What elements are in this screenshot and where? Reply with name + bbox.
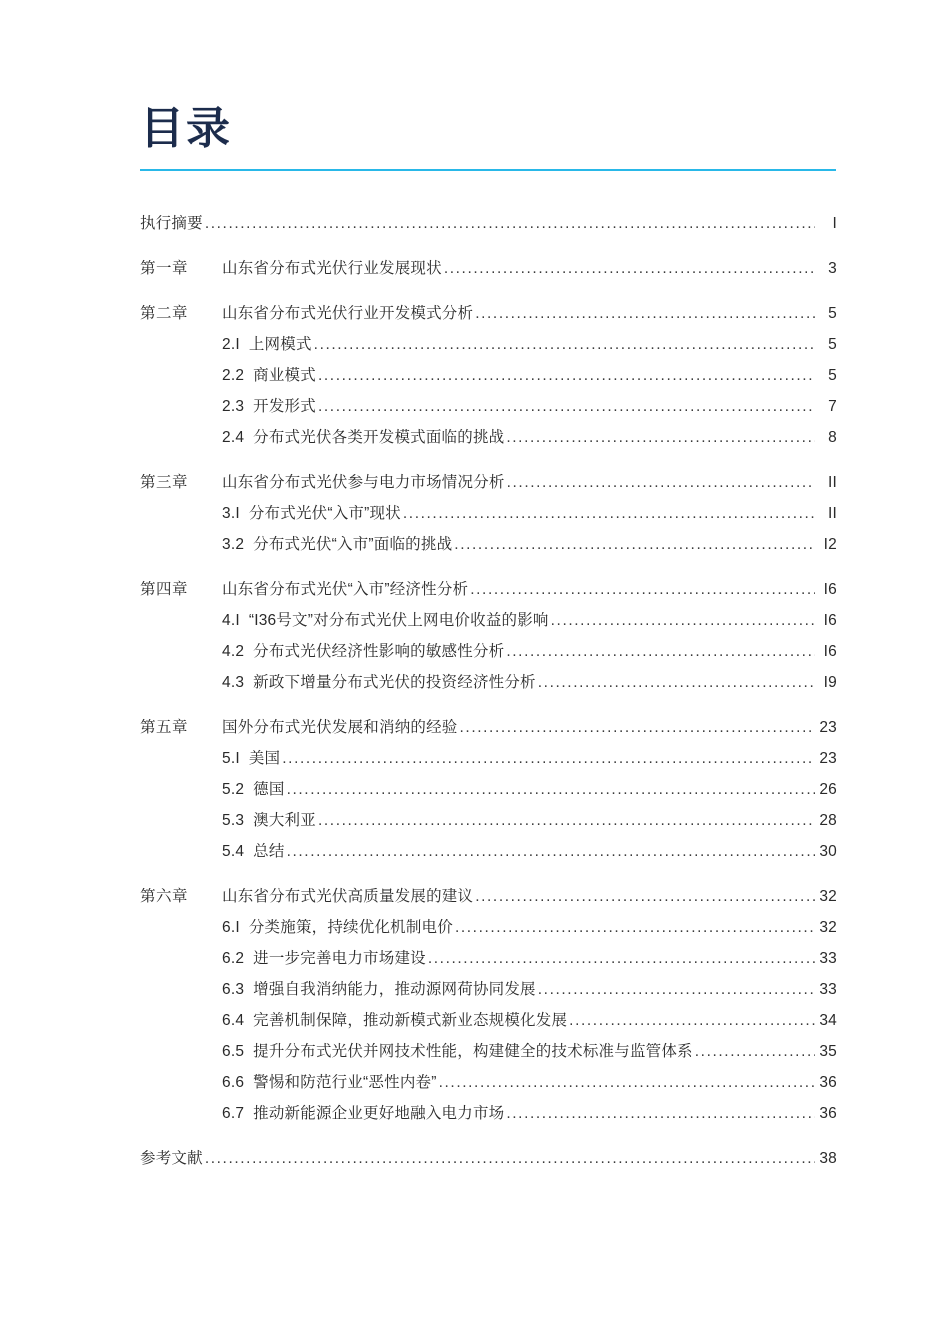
toc-entry-title: 山东省分布式光伏高质量发展的建议 — [222, 888, 474, 905]
dot-leader — [475, 306, 815, 322]
toc-entry-title: 进一步完善电力市场建设 — [253, 950, 426, 967]
dot-leader — [205, 216, 815, 232]
chapter-label: 第六章 — [140, 888, 189, 905]
page-number: II — [827, 505, 837, 522]
toc-entry-title: 推动新能源企业更好地融入电力市场 — [253, 1105, 505, 1122]
toc-entry-title: 开发形式 — [253, 398, 316, 415]
toc-entry-title: 德国 — [253, 781, 285, 798]
toc-entry-title: 商业模式 — [253, 367, 316, 384]
toc-entry-section[interactable] — [140, 613, 837, 644]
dot-leader — [460, 720, 815, 736]
page-number: 26 — [819, 781, 837, 798]
dot-leader — [551, 613, 815, 629]
toc-entry-title: 分布式光伏各类开发模式面临的挑战 — [253, 429, 505, 446]
dot-leader — [538, 675, 815, 691]
toc-entry-title: 参考文献 — [140, 1150, 203, 1167]
section-number: 3.I — [222, 505, 240, 522]
dot-leader — [287, 782, 815, 798]
toc-entry-section[interactable] — [140, 506, 837, 537]
toc-entry-title: 国外分布式光伏发展和消纳的经验 — [222, 719, 458, 736]
toc-entry-chapter[interactable] — [140, 889, 837, 920]
page-number: 34 — [819, 1012, 837, 1029]
section-number: 2.2 — [222, 367, 245, 384]
dot-leader — [318, 399, 815, 415]
section-number: 6.5 — [222, 1043, 245, 1060]
toc-entry-section[interactable] — [140, 951, 837, 982]
toc-entry-section[interactable] — [140, 430, 837, 461]
dot-leader — [439, 1075, 815, 1091]
chapter-label: 第五章 — [140, 719, 189, 736]
dot-leader — [454, 537, 815, 553]
toc-entry-title: 山东省分布式光伏行业发展现状 — [222, 260, 442, 277]
section-number: 2.3 — [222, 398, 245, 415]
toc-entry-title: 上网模式 — [248, 336, 312, 353]
page-number: II — [827, 474, 837, 491]
toc-entry-section[interactable] — [140, 982, 837, 1013]
toc-entry-front-matter[interactable] — [140, 1151, 837, 1182]
toc-entry-title: 警惕和防范行业“恶性内卷” — [253, 1074, 437, 1091]
dot-leader — [470, 582, 815, 598]
page-number: 23 — [819, 750, 837, 767]
dot-leader — [314, 337, 815, 353]
toc-entry-front-matter[interactable] — [140, 216, 837, 247]
page-number: 32 — [819, 888, 837, 905]
page-number: 5 — [828, 336, 837, 353]
section-number: 6.3 — [222, 981, 245, 998]
page-number: 28 — [819, 812, 837, 829]
dot-leader — [569, 1013, 815, 1029]
toc-entry-section[interactable] — [140, 1044, 837, 1075]
page-number: 30 — [819, 843, 837, 860]
dot-leader — [403, 506, 815, 522]
toc-entry-chapter[interactable] — [140, 261, 837, 292]
page-number: 33 — [819, 981, 837, 998]
section-number: 6.6 — [222, 1074, 245, 1091]
dot-leader — [507, 475, 815, 491]
page-number: I — [832, 215, 837, 232]
chapter-label: 第二章 — [140, 305, 189, 322]
page-number: I6 — [823, 581, 837, 598]
toc-entry-title: 完善机制保障，推动新模式新业态规模化发展 — [253, 1012, 568, 1029]
toc-entry-section[interactable] — [140, 920, 837, 951]
section-number: 3.2 — [222, 536, 245, 553]
section-number: 5.2 — [222, 781, 245, 798]
page-number: 38 — [819, 1150, 837, 1167]
chapter-label: 第四章 — [140, 581, 189, 598]
page-number: 3 — [828, 260, 837, 277]
section-number: 2.I — [222, 336, 240, 353]
toc-entry-title: 总结 — [253, 843, 285, 860]
toc-entry-section[interactable] — [140, 782, 837, 813]
page-number: I9 — [823, 674, 837, 691]
section-number: 6.7 — [222, 1105, 245, 1122]
dot-leader — [287, 844, 815, 860]
dot-leader — [506, 430, 815, 446]
section-number: 6.4 — [222, 1012, 245, 1029]
dot-leader — [318, 813, 815, 829]
toc-entry-chapter[interactable] — [140, 582, 837, 613]
toc-entry-title: 分布式光伏“入市”现状 — [248, 505, 401, 522]
page-number: 36 — [819, 1105, 837, 1122]
toc-entry-chapter[interactable] — [140, 306, 837, 337]
dot-leader — [475, 889, 815, 905]
toc-entry-title: 分布式光伏“入市”面临的挑战 — [253, 536, 453, 553]
section-number: 5.3 — [222, 812, 245, 829]
page-number: 33 — [819, 950, 837, 967]
page-number: 32 — [819, 919, 837, 936]
section-number: 4.3 — [222, 674, 245, 691]
chapter-label: 第一章 — [140, 260, 189, 277]
section-number: 5.4 — [222, 843, 245, 860]
toc-entry-title: 新政下增量分布式光伏的投资经济性分析 — [253, 674, 536, 691]
dot-leader — [455, 920, 815, 936]
table-of-contents — [140, 216, 837, 1182]
page-number: 23 — [819, 719, 837, 736]
toc-entry-section[interactable] — [140, 1075, 837, 1106]
section-number: 4.2 — [222, 643, 245, 660]
section-number: 6.I — [222, 919, 240, 936]
toc-entry-title: 山东省分布式光伏参与电力市场情况分析 — [222, 474, 505, 491]
toc-entry-title: 增强自我消纳能力，推动源网荷协同发展 — [253, 981, 536, 998]
toc-entry-section[interactable] — [140, 368, 837, 399]
title-block — [140, 104, 836, 171]
toc-entry-section[interactable] — [140, 1013, 837, 1044]
toc-entry-title: 执行摘要 — [140, 215, 203, 232]
toc-entry-section[interactable] — [140, 1106, 837, 1137]
toc-entry-section[interactable] — [140, 844, 837, 875]
toc-entry-section[interactable] — [140, 399, 837, 430]
toc-entry-title: 山东省分布式光伏行业开发模式分析 — [222, 305, 474, 322]
toc-entry-section[interactable] — [140, 337, 837, 368]
dot-leader — [695, 1044, 815, 1060]
page-number: 7 — [828, 398, 837, 415]
toc-entry-title: 分类施策，持续优化机制电价 — [248, 919, 453, 936]
toc-entry-section[interactable] — [140, 537, 837, 568]
page-number: 35 — [819, 1043, 837, 1060]
dot-leader — [506, 644, 815, 660]
toc-entry-title: 山东省分布式光伏“入市”经济性分析 — [222, 581, 469, 598]
toc-entry-title: 澳大利亚 — [253, 812, 316, 829]
toc-entry-title: “I36号文”对分布式光伏上网电价收益的影响 — [248, 612, 549, 629]
toc-entry-title: 分布式光伏经济性影响的敏感性分析 — [253, 643, 505, 660]
toc-entry-chapter[interactable] — [140, 475, 837, 506]
section-number: 6.2 — [222, 950, 245, 967]
toc-entry-chapter[interactable] — [140, 720, 837, 751]
page-number: 5 — [828, 305, 837, 322]
toc-entry-section[interactable] — [140, 813, 837, 844]
dot-leader — [444, 261, 815, 277]
page-number: I6 — [823, 612, 837, 629]
page-number: 8 — [828, 429, 837, 446]
page-number: 5 — [828, 367, 837, 384]
toc-entry-section[interactable] — [140, 675, 837, 706]
section-number: 5.I — [222, 750, 240, 767]
toc-entry-section[interactable] — [140, 751, 837, 782]
dot-leader — [506, 1106, 815, 1122]
section-number: 4.I — [222, 612, 240, 629]
toc-entry-title: 美国 — [248, 750, 281, 767]
chapter-label: 第三章 — [140, 474, 189, 491]
page-number: I2 — [823, 536, 837, 553]
dot-leader — [205, 1151, 815, 1167]
dot-leader — [538, 982, 815, 998]
page-title: 目录 — [140, 104, 232, 153]
dot-leader — [282, 751, 815, 767]
page-number: I6 — [823, 643, 837, 660]
toc-entry-title: 提升分布式光伏并网技术性能，构建健全的技术标准与监管体系 — [253, 1043, 693, 1060]
page-number: 36 — [819, 1074, 837, 1091]
toc-entry-section[interactable] — [140, 644, 837, 675]
dot-leader — [318, 368, 815, 384]
section-number: 2.4 — [222, 429, 245, 446]
title-underline-rule — [140, 169, 836, 171]
dot-leader — [428, 951, 815, 967]
